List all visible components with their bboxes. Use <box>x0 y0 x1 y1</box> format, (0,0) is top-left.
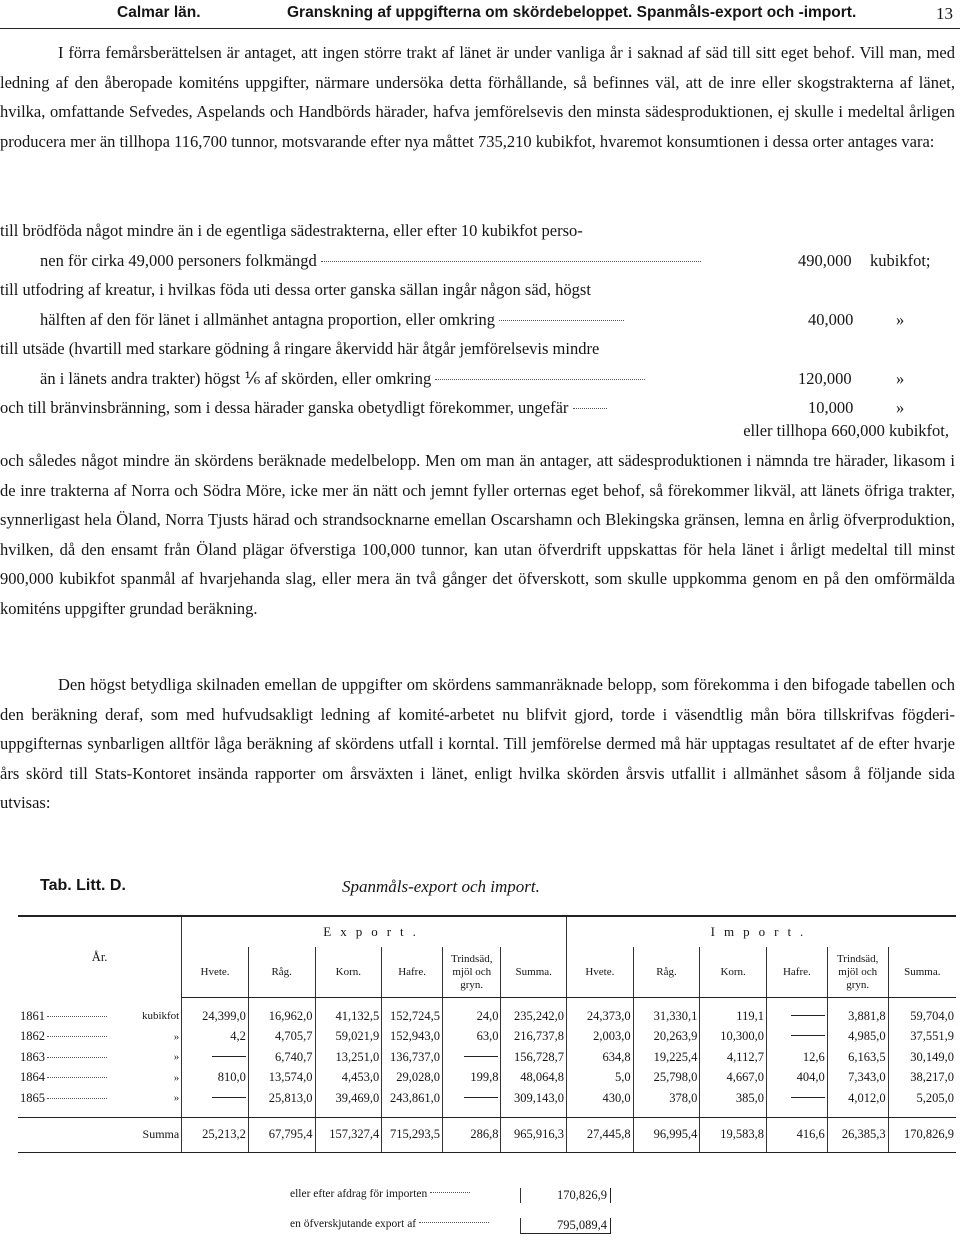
summa-import-cell: 96,995,4 <box>633 1117 700 1152</box>
import-value-cell: 59,704,0 <box>888 998 956 1027</box>
export-value-cell: 810,0 <box>182 1068 249 1089</box>
dash-mark <box>791 1035 825 1036</box>
export-value-cell: 25,813,0 <box>248 1088 315 1117</box>
unit-cell: » <box>173 1030 180 1043</box>
export-value-cell <box>182 1088 249 1117</box>
col-export-barley: Korn. <box>315 947 382 998</box>
import-group-header: Import. <box>567 916 957 947</box>
export-value-cell: 48,064,8 <box>501 1068 567 1089</box>
summa-export-cell: 286,8 <box>443 1117 501 1152</box>
col-import-rye: Råg. <box>633 947 700 998</box>
net-export-value: 795,089,4 <box>520 1218 611 1234</box>
summa-label: Summa <box>18 1117 182 1152</box>
table-row <box>18 998 956 1027</box>
export-value-cell: 41,132,5 <box>315 998 382 1027</box>
col-export-rye: Råg. <box>248 947 315 998</box>
table-row <box>18 1047 956 1068</box>
export-value-cell: 59,021,9 <box>315 1027 382 1048</box>
summa-import-cell: 416,6 <box>766 1117 827 1152</box>
col-export-sum: Summa. <box>501 947 567 998</box>
export-value-cell: 13,574,0 <box>248 1068 315 1089</box>
paragraph-3: Den högst betydliga skilnaden emellan de uppgifter om skördens sammanräknade belopp, som förekomma i den bifogade tabellen och den beräkning deraf, som med hufvudsakligt ledning af komité-arbetet nu blifvit gjord, torde i väsendtlig mån böra tillskrifvas fögderi-uppgifternas synbarligen alltför låga beräkning af skördens utfall i korntal. Till jemförelse dermed må här upptagas resultatet af de efter hvarje års skörd till Stats-Kontoret insända rapporter om årsväxten i länet, enligt hvilka skörden årsvis utfallit i allmänhet såsom å följande sida utvisas: <box>0 675 955 812</box>
export-value-cell: 4,2 <box>182 1027 249 1048</box>
export-value-cell: 152,724,5 <box>382 998 443 1027</box>
import-value-cell: 38,217,0 <box>888 1068 956 1089</box>
year-cell: 1865 <box>18 1088 114 1117</box>
import-value-cell: 7,343,0 <box>827 1068 888 1089</box>
import-value-cell: 30,149,0 <box>888 1047 956 1068</box>
consumption-item-fodder-line1: till utfodring af kreatur, i hvilkas föda uti dessa orter ganska sällan ingår någon säd, högst <box>0 280 591 299</box>
export-import-table <box>18 915 956 1153</box>
export-value-cell: 216,737,8 <box>501 1027 567 1048</box>
export-value-cell: 16,962,0 <box>248 998 315 1027</box>
table-body <box>18 998 956 1153</box>
header-title: Granskning af uppgifterna om skördebeloppet. Spanmåls-export och -import. <box>287 4 857 21</box>
col-export-wheat: Hvete. <box>182 947 249 998</box>
after-import-value: 170,826,9 <box>520 1188 611 1203</box>
export-value-cell <box>443 1047 501 1068</box>
export-value-cell: 6,740,7 <box>248 1047 315 1068</box>
import-value-cell: 4,112,7 <box>700 1047 767 1068</box>
dash-mark <box>464 1056 498 1057</box>
import-value-cell: 12,6 <box>766 1047 827 1068</box>
export-value-cell: 309,143,0 <box>501 1088 567 1117</box>
year-cell: 1862 <box>18 1027 114 1048</box>
unit-cell: » <box>173 1071 180 1084</box>
export-value-cell: 29,028,0 <box>382 1068 443 1089</box>
consumption-item-seed: än i länets andra trakter) högst ⅙ af skörden, eller omkring 120,000 » <box>40 368 905 388</box>
export-value-cell: 243,861,0 <box>382 1088 443 1117</box>
net-export-line: en öfverskjutande export af 795,089,4 <box>0 1218 960 1240</box>
unit-cell: » <box>114 1088 182 1117</box>
table-title: Spanmåls-export och import. <box>342 877 540 896</box>
year-cell: 1863 <box>18 1047 114 1068</box>
consumption-list <box>0 216 955 423</box>
import-value-cell: 4,012,0 <box>827 1088 888 1117</box>
header-rule <box>0 28 960 29</box>
dash-mark <box>791 1015 825 1016</box>
import-value-cell: 430,0 <box>567 1088 634 1117</box>
table-row <box>18 1068 956 1089</box>
export-value-cell: 13,251,0 <box>315 1047 382 1068</box>
running-header <box>0 4 960 28</box>
export-value-cell: 152,943,0 <box>382 1027 443 1048</box>
consumption-item-food-line1: till brödföda något mindre än i de egentliga sädestrakterna, eller efter 10 kubikfot perso- <box>0 221 583 240</box>
summa-import-cell: 26,385,3 <box>827 1117 888 1152</box>
import-value-cell: 10,300,0 <box>700 1027 767 1048</box>
import-value-cell: 3,881,8 <box>827 998 888 1027</box>
table-row <box>18 1027 956 1048</box>
export-value-cell: 24,399,0 <box>182 998 249 1027</box>
import-value-cell: 24,373,0 <box>567 998 634 1027</box>
import-value-cell: 4,667,0 <box>700 1068 767 1089</box>
import-value-cell: 378,0 <box>633 1088 700 1117</box>
import-value-cell: 5,0 <box>567 1068 634 1089</box>
col-import-wheat: Hvete. <box>567 947 634 998</box>
summa-export-cell: 157,327,4 <box>315 1117 382 1152</box>
export-value-cell: 156,728,7 <box>501 1047 567 1068</box>
import-value-cell: 385,0 <box>700 1088 767 1117</box>
dash-mark <box>464 1097 498 1098</box>
unit-cell: kubikfot <box>141 1010 180 1022</box>
import-value-cell: 19,225,4 <box>633 1047 700 1068</box>
table-caption <box>0 877 960 901</box>
col-export-pulses: Trindsäd, mjöl och gryn. <box>443 947 501 998</box>
export-value-cell: 136,737,0 <box>382 1047 443 1068</box>
summa-export-cell: 965,916,3 <box>501 1117 567 1152</box>
export-value-cell <box>182 1047 249 1068</box>
col-import-oats: Hafre. <box>766 947 827 998</box>
paragraph-2: och således något mindre än skördens beräknade medelbelopp. Men om man än antager, att sädesproduktionen i nämnda tre härader, likasom i de inre trakterna af Norra och Södra Möre, icke mer än nätt och jemnt fyller orternas eget behof, så förekommer likväl, att länets öfriga trakter, synnerligast hela Öland, Norra Tjusts härad och strandsocknarne emellan Oscarshamn och Blekingska gränsen, lemna en årlig öfverproduktion, hvilken, då den ensamt från Öland plägar öfverstiga 100,000 tunnor, kan utan öfverdrift uppskattas för hela länet i årligt medeltal till minst 900,000 kubikfot spanmål af hvarjehanda slag, eller mera än två gånger det öfverskott, som skulle uppkomma genom en på den omförmälda komiténs uppgifter grundad beräkning. <box>0 451 955 618</box>
import-value-cell: 31,330,1 <box>633 998 700 1027</box>
consumption-item-distilling: och till bränvinsbränning, som i dessa härader ganska obetydligt förekommer, ungefär 10,000 » <box>0 398 905 417</box>
header-county: Calmar län. <box>117 4 201 21</box>
unit-cell: » <box>173 1051 180 1064</box>
consumption-item-food: nen för cirka 49,000 personers folkmängd 490,000 kubikfot; <box>40 250 931 270</box>
import-value-cell: 2,003,0 <box>567 1027 634 1048</box>
import-value-cell: 25,798,0 <box>633 1068 700 1089</box>
table-row <box>18 1088 956 1117</box>
dash-mark <box>212 1097 246 1098</box>
import-value-cell: 5,205,0 <box>888 1088 956 1117</box>
table-label: Tab. Litt. D. <box>40 877 126 894</box>
export-value-cell: 39,469,0 <box>315 1088 382 1117</box>
after-import-line: eller efter afdrag för importen 170,826,9 <box>0 1188 960 1210</box>
dash-mark <box>791 1097 825 1098</box>
import-value-cell: 37,551,9 <box>888 1027 956 1048</box>
consumption-item-fodder: hälften af den för länet i allmänhet antagna proportion, eller omkring 40,000 » <box>40 309 905 329</box>
import-value-cell <box>766 1088 827 1117</box>
import-value-cell: 4,985,0 <box>827 1027 888 1048</box>
col-export-oats: Hafre. <box>382 947 443 998</box>
export-group-header: Export. <box>182 916 567 947</box>
import-value-cell: 634,8 <box>567 1047 634 1068</box>
col-import-sum: Summa. <box>888 947 956 998</box>
export-value-cell <box>443 1088 501 1117</box>
import-value-cell <box>766 998 827 1027</box>
summa-export-cell: 25,213,2 <box>182 1117 249 1152</box>
export-value-cell: 24,0 <box>443 998 501 1027</box>
dash-mark <box>212 1056 246 1057</box>
import-value-cell: 404,0 <box>766 1068 827 1089</box>
summa-export-cell: 715,293,5 <box>382 1117 443 1152</box>
summa-import-cell: 19,583,8 <box>700 1117 767 1152</box>
import-value-cell: 6,163,5 <box>827 1047 888 1068</box>
consumption-total: eller tillhopa 660,000 kubikfot, <box>743 421 949 440</box>
page-number: 13 <box>936 4 953 23</box>
export-value-cell: 4,705,7 <box>248 1027 315 1048</box>
paragraph-1: I förra femårsberättelsen är antaget, att ingen större trakt af länet är under vanliga år i saknad af säd till sitt eget behof. Vill man, med ledning af den åberopade komiténs uppgifter, närmare undersöka detta förhållande, så befinnes väl, att de inre eller skogstrakterna af länet, hvilka, omfattande Sefvedes, Aspelands och Handbörds härader, hafva jemförelsevis den minsta sädesproduktionen, ej skulle i medeltal årligen producera mer än tillhopa 116,700 tunnor, motsvarande efter nya måttet 735,210 kubikfot, hvaremot konsumtionen i dessa orter antages vara: <box>0 43 955 151</box>
export-value-cell: 63,0 <box>443 1027 501 1048</box>
col-import-barley: Korn. <box>700 947 767 998</box>
import-value-cell: 20,263,9 <box>633 1027 700 1048</box>
consumption-item-seed-line1: till utsäde (hvartill med starkare gödning å ringare åkervidd här åtgår jemförelsevis mindre <box>0 339 600 358</box>
export-value-cell: 4,453,0 <box>315 1068 382 1089</box>
summa-row <box>18 1117 956 1152</box>
year-cell: 1861 <box>18 998 114 1027</box>
year-cell: 1864 <box>18 1068 114 1089</box>
export-value-cell: 235,242,0 <box>501 998 567 1027</box>
import-value-cell: 119,1 <box>700 998 767 1027</box>
year-header: År. <box>18 916 182 998</box>
export-value-cell: 199,8 <box>443 1068 501 1089</box>
summa-export-cell: 67,795,4 <box>248 1117 315 1152</box>
summa-import-cell: 27,445,8 <box>567 1117 634 1152</box>
col-import-pulses: Trindsäd, mjöl och gryn. <box>827 947 888 998</box>
summa-import-cell: 170,826,9 <box>888 1117 956 1152</box>
import-value-cell <box>766 1027 827 1048</box>
